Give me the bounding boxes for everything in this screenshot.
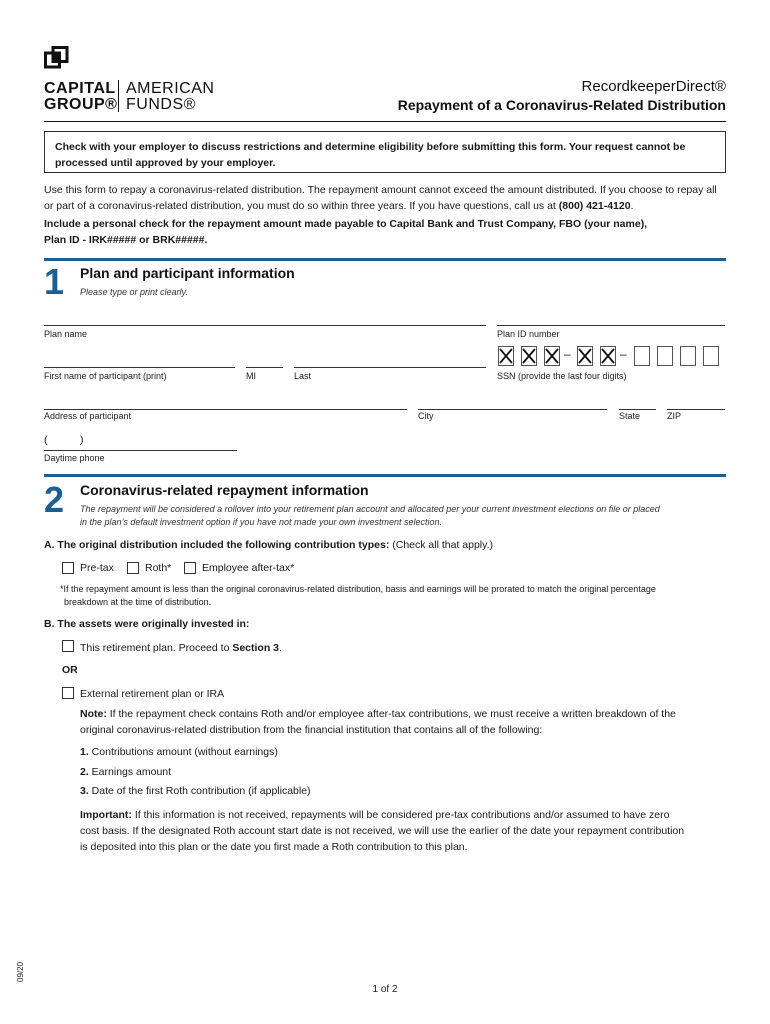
mi-input[interactable]	[246, 367, 283, 368]
required-item-2: 2. Earnings amount	[80, 766, 172, 778]
page-number: 1 of 2	[372, 984, 398, 995]
app-name: RecordkeeperDirect®	[581, 78, 726, 95]
brand-capital: CAPITAL	[44, 80, 116, 97]
section-2-bar	[44, 474, 726, 477]
brand-american: AMERICAN	[126, 80, 215, 97]
section-1-subtitle: Please type or print clearly.	[80, 287, 188, 297]
brand-funds: FUNDS®	[126, 96, 196, 113]
zip-label: ZIP	[667, 411, 682, 421]
brand-group: GROUP®	[44, 96, 118, 113]
intro-body: Use this form to repay a coronavirus-related distribution. The repayment amount cannot exceed the amount distributed. If you choose to repay all or part of a coronavirus-related distribution, you must do so within three years. If you have questions, call us at	[44, 184, 717, 212]
this-plan-checkbox[interactable]	[62, 640, 74, 652]
section-2-number: 2	[44, 479, 65, 520]
ssn-digit-input-1[interactable]	[634, 346, 650, 366]
capital-group-logo-icon	[44, 46, 72, 74]
external-plan-checkbox[interactable]	[62, 687, 74, 699]
ssn-masked-box-2	[521, 346, 537, 366]
ssn-dash-1: –	[564, 347, 571, 361]
form-date-code: 09/20	[16, 961, 25, 982]
ssn-dash-2: –	[620, 347, 627, 361]
brand-divider	[118, 80, 119, 112]
plan-name-input[interactable]	[44, 325, 486, 326]
roth-label: Roth*	[145, 562, 172, 574]
this-plan-label: This retirement plan. Proceed to Section 3.	[80, 642, 282, 654]
phone-close-paren: )	[80, 434, 84, 446]
ssn-digit-input-4[interactable]	[703, 346, 719, 366]
daytime-phone-label: Daytime phone	[44, 453, 105, 463]
intro-text	[44, 182, 726, 214]
required-item-1: 1. Contributions amount (without earnings)	[80, 746, 278, 758]
first-name-label: First name of participant (print)	[44, 371, 167, 381]
state-label: State	[619, 411, 641, 421]
plan-id-input[interactable]	[497, 325, 725, 326]
include-line-1: Include a personal check for the repayment amount made payable to Capital Bank and Trust Company, FBO (your name),	[44, 218, 648, 230]
section-1-title: Plan and participant information	[80, 265, 295, 281]
part-a-footnote	[60, 583, 656, 609]
intro-phone: (800) 421-4120	[558, 200, 631, 212]
header-rule	[44, 121, 726, 122]
section-2-title: Coronavirus-related repayment information	[80, 482, 369, 498]
section-1-bar	[44, 258, 726, 261]
last-name-label: Last	[294, 371, 312, 381]
daytime-phone-input[interactable]	[44, 450, 237, 451]
pre-tax-label: Pre-tax	[80, 562, 114, 574]
city-input[interactable]	[418, 409, 607, 410]
external-plan-label: External retirement plan or IRA	[80, 688, 225, 700]
first-name-input[interactable]	[44, 367, 235, 368]
include-check-instructions	[44, 216, 726, 248]
roth-checkbox[interactable]	[127, 562, 139, 574]
section-2-subtitle-line-2: in the plan’s default investment option if you have not made your own investment selection.	[80, 517, 443, 527]
section-2-subtitle	[80, 503, 660, 529]
plan-id-label: Plan ID number	[497, 329, 560, 339]
last-name-input[interactable]	[294, 367, 486, 368]
eligibility-notice: Check with your employer to discuss restrictions and determine eligibility before submitting this form. Your request cannot be processed until approved by your employer.	[44, 131, 726, 173]
form-title: Repayment of a Coronavirus-Related Distribution	[397, 97, 726, 113]
part-a-heading: A. The original distribution included the following contribution types: (Check all that apply.)	[44, 539, 494, 551]
required-item-3: 3. Date of the first Roth contribution (if applicable)	[80, 785, 311, 797]
employee-after-tax-label: Employee after-tax*	[202, 562, 295, 574]
include-line-2: Plan ID - IRK##### or BRK#####.	[44, 234, 208, 246]
employee-after-tax-checkbox[interactable]	[184, 562, 196, 574]
intro-end: .	[630, 200, 634, 212]
pre-tax-checkbox[interactable]	[62, 562, 74, 574]
footnote-line-1: *If the repayment amount is less than the original coronavirus-related distribution, basis and earnings will be prorated to match the original percentage	[60, 584, 656, 594]
plan-name-label: Plan name	[44, 329, 88, 339]
zip-input[interactable]	[667, 409, 725, 410]
ssn-masked-box-1	[498, 346, 514, 366]
section-2-subtitle-line-1: The repayment will be considered a rollover into your retirement plan account and allocated per your current investment elections on file or placed	[80, 504, 660, 514]
mi-label: MI	[246, 371, 256, 381]
ssn-digit-input-2[interactable]	[657, 346, 673, 366]
important-paragraph: Important: If this information is not received, repayments will be considered pre-tax contributions and/or assumed to have zero cost basis. If the designated Roth account start date is not received, we will use the earlier of the date your repayment contribution is deposited into this plan or the date you first made a Roth contribution to this plan.	[80, 809, 685, 853]
ssn-label: SSN (provide the last four digits)	[497, 371, 627, 381]
ssn-masked-box-4	[577, 346, 593, 366]
note-paragraph: Note: If the repayment check contains Roth and/or employee after-tax contributions, we must receive a written breakdown of the original coronavirus-related distribution from the financial institution that contains all of the following:	[80, 708, 676, 736]
part-b-heading: B. The assets were originally invested in:	[44, 618, 250, 630]
ssn-digit-input-3[interactable]	[680, 346, 696, 366]
footnote-line-2: breakdown at the time of distribution.	[64, 597, 212, 607]
section-1-number: 1	[44, 261, 65, 302]
address-label: Address of participant	[44, 411, 132, 421]
ssn-masked-box-5	[600, 346, 616, 366]
or-separator: OR	[62, 664, 78, 676]
phone-open-paren: (	[44, 434, 48, 446]
ssn-masked-box-3	[544, 346, 560, 366]
state-input[interactable]	[619, 409, 656, 410]
city-label: City	[418, 411, 434, 421]
address-input[interactable]	[44, 409, 407, 410]
